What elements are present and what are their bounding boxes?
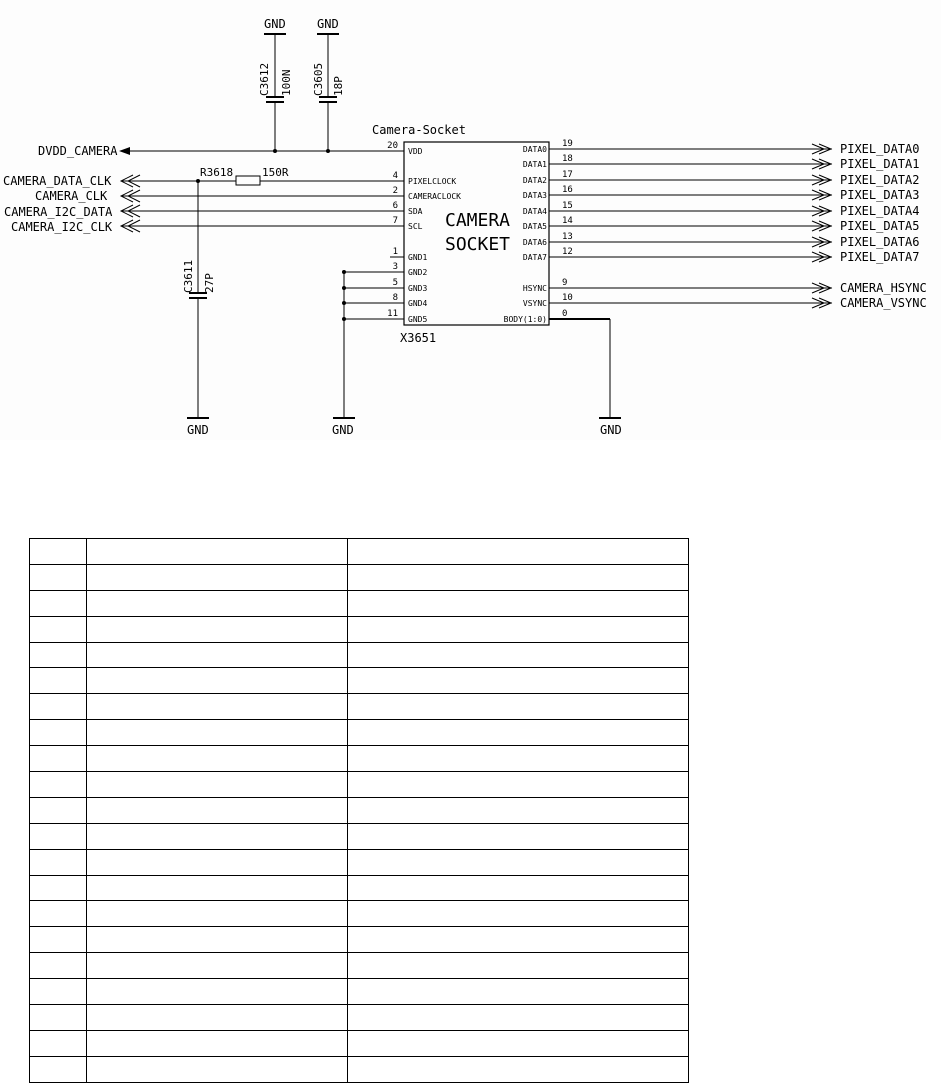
- table-row: [30, 979, 689, 1005]
- net-label: PIXEL_DATA6: [840, 235, 920, 249]
- net-label: PIXEL_DATA5: [840, 219, 920, 233]
- table-cell: [30, 979, 87, 1005]
- table-cell: [30, 875, 87, 901]
- pin-number: 11: [387, 309, 398, 319]
- pin-name: BODY(1:0): [503, 315, 547, 324]
- table-cell: [87, 668, 348, 694]
- c3611-ref: C3611: [182, 259, 195, 293]
- table-cell: [87, 1005, 348, 1031]
- table-cell: [87, 823, 348, 849]
- table-row: [30, 564, 689, 590]
- pin-number: 2: [392, 186, 398, 196]
- right-net-group: [549, 142, 927, 310]
- table-row: [30, 642, 689, 668]
- pin-number: 13: [562, 232, 573, 242]
- net-camera-i2c-clk: CAMERA_I2C_CLK: [11, 220, 113, 234]
- junction: [273, 149, 277, 153]
- c3605-ref: C3605: [312, 62, 325, 96]
- pin-name: CAMERACLOCK: [408, 192, 461, 201]
- pin-name: DATA5: [522, 222, 547, 231]
- table-cell: [87, 875, 348, 901]
- table-cell: [348, 849, 689, 875]
- gnd-label-body: GND: [600, 423, 622, 437]
- table-cell: [30, 746, 87, 772]
- junction: [342, 286, 346, 290]
- table-row: [30, 875, 689, 901]
- net-label: PIXEL_DATA7: [840, 250, 920, 264]
- pin-number: 3: [392, 262, 398, 272]
- table-cell: [30, 694, 87, 720]
- pin-name: DATA7: [522, 253, 547, 262]
- table-cell: [348, 875, 689, 901]
- table-row: [30, 1005, 689, 1031]
- table-cell: [87, 901, 348, 927]
- gnd-label-c3611: GND: [187, 423, 209, 437]
- pin-name: GND1: [408, 253, 428, 262]
- net-label: PIXEL_DATA2: [840, 173, 920, 187]
- pin-number: 8: [392, 293, 398, 303]
- table-cell: [87, 797, 348, 823]
- net-label: PIXEL_DATA0: [840, 142, 920, 156]
- pin-name: DATA0: [522, 145, 547, 154]
- r3618-value: 150R: [262, 166, 289, 179]
- table-cell: [30, 1056, 87, 1082]
- table-cell: [87, 539, 348, 565]
- table-cell: [30, 849, 87, 875]
- body-text-line2: SOCKET: [445, 234, 511, 255]
- pin-name: PIXELCLOCK: [408, 177, 457, 186]
- table-cell: [348, 1005, 689, 1031]
- pin-name: DATA2: [522, 176, 547, 185]
- component-refdes: X3651: [400, 331, 437, 345]
- camera-socket-schematic: [0, 0, 941, 440]
- junction: [342, 270, 346, 274]
- pin-name: HSYNC: [522, 284, 547, 293]
- table-cell: [87, 642, 348, 668]
- pin-number: 14: [562, 216, 573, 226]
- pin-number: 6: [392, 201, 398, 211]
- junction: [342, 317, 346, 321]
- table-cell: [30, 797, 87, 823]
- junction: [326, 149, 330, 153]
- pin-number: 5: [392, 278, 398, 288]
- empty-table: [29, 538, 689, 1083]
- table-cell: [348, 616, 689, 642]
- net-camera-i2c-data: CAMERA_I2C_DATA: [4, 205, 113, 219]
- pin-name: GND2: [408, 268, 428, 277]
- table-cell: [87, 772, 348, 798]
- table-cell: [348, 1030, 689, 1056]
- table-cell: [30, 642, 87, 668]
- body-text-line1: CAMERA: [445, 210, 511, 231]
- table-cell: [30, 720, 87, 746]
- pin-number: 12: [562, 247, 573, 257]
- table-row: [30, 927, 689, 953]
- table-cell: [87, 746, 348, 772]
- table-cell: [87, 979, 348, 1005]
- pin-name: DATA6: [522, 238, 547, 247]
- pin-number: 15: [562, 201, 573, 211]
- net-label: PIXEL_DATA4: [840, 204, 920, 218]
- table-cell: [87, 927, 348, 953]
- table-cell: [30, 927, 87, 953]
- resistor-r3618: [236, 176, 260, 185]
- table-cell: [348, 823, 689, 849]
- table-cell: [348, 927, 689, 953]
- pin-name: GND3: [408, 284, 428, 293]
- table-cell: [30, 668, 87, 694]
- table-cell: [30, 539, 87, 565]
- table-cell: [348, 1056, 689, 1082]
- right-pin-group: [504, 139, 573, 324]
- net-camera-clk: CAMERA_CLK: [35, 189, 108, 203]
- table-row: [30, 1056, 689, 1082]
- c3611-value: 27P: [203, 273, 216, 293]
- table-cell: [87, 694, 348, 720]
- arrow-left: [119, 147, 130, 155]
- table-cell: [30, 590, 87, 616]
- net-label: CAMERA_HSYNC: [840, 281, 927, 295]
- table-cell: [348, 797, 689, 823]
- table-cell: [348, 979, 689, 1005]
- pin-number: 18: [562, 154, 573, 164]
- table-row: [30, 720, 689, 746]
- table-row: [30, 746, 689, 772]
- table-cell: [348, 564, 689, 590]
- pin-number: 17: [562, 170, 573, 180]
- c3612-value: 100N: [280, 69, 293, 96]
- component-title: Camera-Socket: [372, 123, 466, 137]
- pin-name: GND4: [408, 299, 428, 308]
- table-cell: [87, 616, 348, 642]
- pin-number: 10: [562, 293, 573, 303]
- junction: [342, 301, 346, 305]
- pin-number: 19: [562, 139, 573, 149]
- table-row: [30, 539, 689, 565]
- r3618-ref: R3618: [200, 166, 234, 179]
- table-row: [30, 901, 689, 927]
- pin-number: 7: [392, 216, 398, 226]
- table-row: [30, 849, 689, 875]
- table-cell: [348, 772, 689, 798]
- pin-name: DATA4: [522, 207, 547, 216]
- table-cell: [87, 720, 348, 746]
- table-cell: [30, 823, 87, 849]
- table-cell: [87, 953, 348, 979]
- gnd-label-c3612: GND: [264, 17, 286, 31]
- table-row: [30, 694, 689, 720]
- pin-name: SDA: [408, 207, 423, 216]
- table-cell: [348, 901, 689, 927]
- table-row: [30, 616, 689, 642]
- left-pin-group: [387, 141, 461, 324]
- pin-number: 9: [562, 278, 568, 288]
- pin-number: 16: [562, 185, 573, 195]
- pin-name: DATA3: [522, 191, 547, 200]
- schematic-canvas: [0, 0, 941, 440]
- table-cell: [348, 953, 689, 979]
- c3605-value: 18P: [332, 76, 345, 96]
- pin-name: GND5: [408, 315, 428, 324]
- net-dvdd-camera: DVDD_CAMERA: [38, 144, 118, 158]
- pin-name: SCL: [408, 222, 423, 231]
- table-row: [30, 590, 689, 616]
- table-cell: [348, 642, 689, 668]
- table-row: [30, 823, 689, 849]
- net-camera-data-clk: CAMERA_DATA_CLK: [3, 174, 112, 188]
- table-cell: [30, 1030, 87, 1056]
- table-cell: [30, 772, 87, 798]
- net-label: CAMERA_VSYNC: [840, 296, 927, 310]
- table-cell: [30, 1005, 87, 1031]
- table-cell: [348, 720, 689, 746]
- table-cell: [30, 953, 87, 979]
- pin-name: VSYNC: [522, 299, 547, 308]
- table-row: [30, 1030, 689, 1056]
- table-row: [30, 772, 689, 798]
- pin-name: DATA1: [522, 160, 547, 169]
- table-row: [30, 797, 689, 823]
- table-cell: [348, 746, 689, 772]
- net-label: PIXEL_DATA3: [840, 188, 920, 202]
- pin-number: 20: [387, 141, 398, 151]
- net-label: PIXEL_DATA1: [840, 157, 920, 171]
- table-cell: [30, 564, 87, 590]
- table-row: [30, 953, 689, 979]
- table-row: [30, 668, 689, 694]
- gnd-label-pins: GND: [332, 423, 354, 437]
- table-cell: [30, 616, 87, 642]
- table-cell: [87, 590, 348, 616]
- table-cell: [87, 849, 348, 875]
- table-body: [30, 539, 689, 1083]
- c3612-ref: C3612: [258, 62, 271, 96]
- table-cell: [348, 590, 689, 616]
- table-cell: [30, 901, 87, 927]
- gnd-label-c3605: GND: [317, 17, 339, 31]
- table-cell: [87, 564, 348, 590]
- table-cell: [87, 1030, 348, 1056]
- pin-number: 0: [562, 309, 568, 319]
- table-cell: [348, 539, 689, 565]
- pin-name: VDD: [408, 147, 423, 156]
- pin-number: 4: [392, 171, 398, 181]
- table-cell: [348, 668, 689, 694]
- table-cell: [87, 1056, 348, 1082]
- table-cell: [348, 694, 689, 720]
- pin-number: 1: [392, 247, 398, 257]
